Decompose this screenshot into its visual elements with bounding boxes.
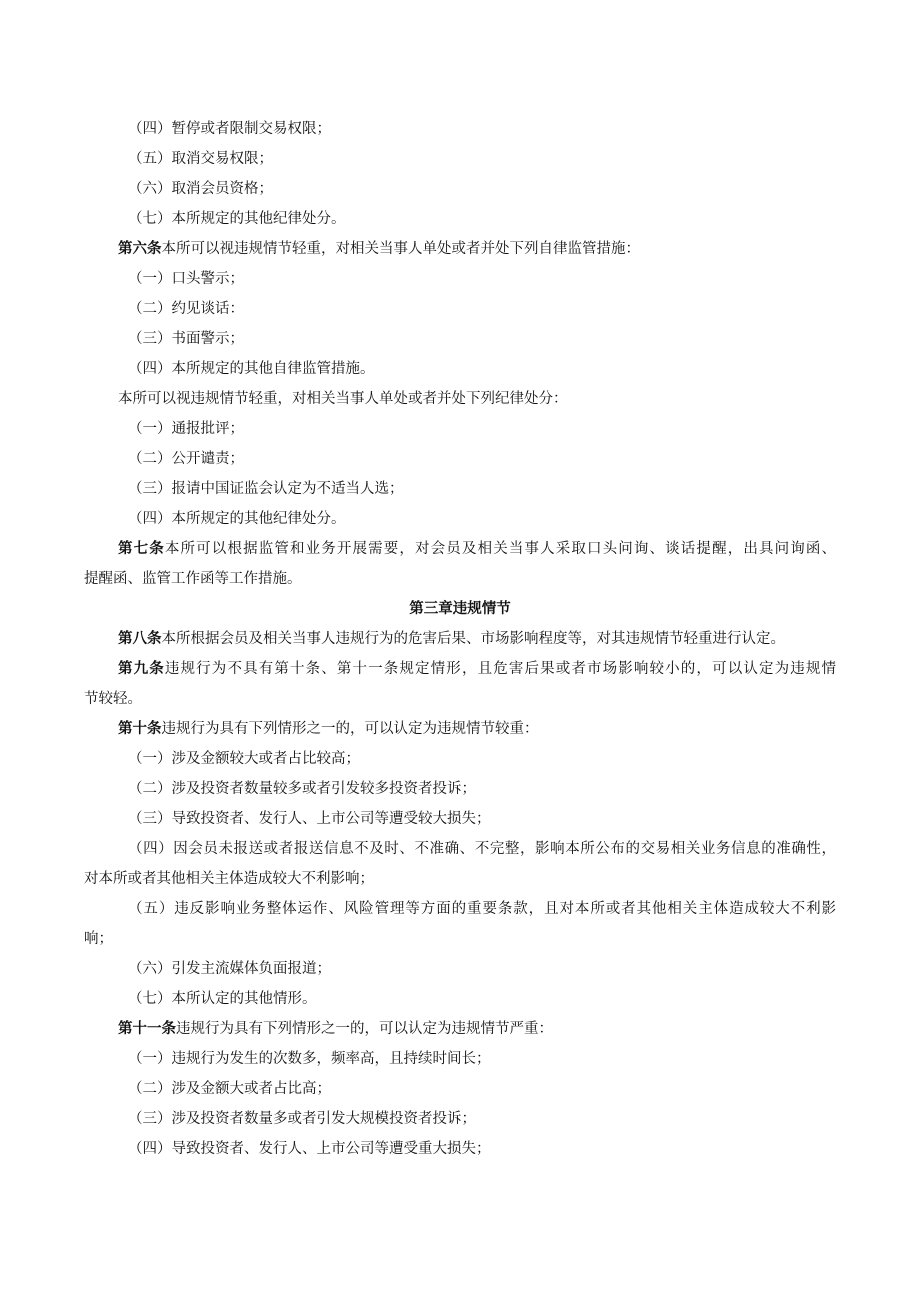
list-item: （七）本所认定的其他情形。 <box>128 991 317 1007</box>
list-item: （三）书面警示； <box>128 331 244 347</box>
article-text: 违规行为具有下列情形之一的，可以认定为违规情节较重： <box>161 721 539 737</box>
list-item-continuation: 对本所或者其他相关主体造成较大不利影响； <box>84 871 374 887</box>
list-item: （三）涉及投资者数量多或者引发大规模投资者投诉； <box>128 1111 476 1127</box>
paragraph-continuation: 节较轻。 <box>84 691 142 707</box>
article-label: 第九条 <box>118 660 165 677</box>
list-item: （四）本所规定的其他纪律处分。 <box>128 511 346 527</box>
list-item: （二）涉及投资者数量较多或者引发较多投资者投诉； <box>128 781 476 797</box>
article-8 <box>118 629 785 649</box>
list-item: （五）取消交易权限； <box>128 151 273 167</box>
article-label: 第十条 <box>118 720 162 737</box>
paragraph-continuation: 提醒函、监管工作函等工作措施。 <box>84 571 302 587</box>
list-item: （三）报请中国证监会认定为不适当人选； <box>128 481 404 497</box>
article-label: 第七条 <box>118 540 165 557</box>
list-item: （七）本所规定的其他纪律处分。 <box>128 211 346 227</box>
article-10 <box>118 719 539 739</box>
list-item: （四）因会员未报送或者报送信息不及时、不准确、不完整，影响本所公布的交易相关业务信息的准确性， <box>128 841 836 857</box>
list-item: （六）取消会员资格； <box>128 181 273 197</box>
list-item-continuation: 响； <box>84 931 113 947</box>
list-item: （一）涉及金额较大或者占比较高； <box>128 751 360 767</box>
chapter-heading: 第三章违规情节 <box>409 600 511 617</box>
list-item: （四）导致投资者、发行人、上市公司等遭受重大损失； <box>128 1141 491 1157</box>
article-9 <box>118 659 836 679</box>
article-7 <box>118 539 836 559</box>
list-item: （二）涉及金额大或者占比高； <box>128 1081 331 1097</box>
article-6 <box>118 239 640 259</box>
article-text: 违规行为不具有第十条、第十一条规定情形，且危害后果或者市场影响较小的，可以认定为违规情 <box>164 661 837 677</box>
list-item: （一）违规行为发生的次数多，频率高，且持续时间长； <box>128 1051 491 1067</box>
list-item: （四）暂停或者限制交易权限； <box>128 121 331 137</box>
article-11 <box>118 1019 553 1039</box>
article-text: 本所可以根据监管和业务开展需要，对会员及相关当事人采取口头问询、谈话提醒，出具问询函、 <box>164 541 837 557</box>
paragraph: 本所可以视违规情节轻重，对相关当事人单处或者并处下列纪律处分： <box>118 391 568 407</box>
list-item: （三）导致投资者、发行人、上市公司等遭受较大损失； <box>128 811 491 827</box>
list-item: （一）口头警示； <box>128 271 244 287</box>
list-item: （一）通报批评； <box>128 421 244 437</box>
article-text: 违规行为具有下列情形之一的，可以认定为违规情节严重： <box>176 1021 553 1037</box>
article-text: 本所可以视违规情节轻重，对相关当事人单处或者并处下列自律监管措施： <box>161 241 640 257</box>
article-label: 第六条 <box>118 240 162 257</box>
list-item: （五）违反影响业务整体运作、风险管理等方面的重要条款，且对本所或者其他相关主体造成较大不利影 <box>128 901 836 917</box>
article-text: 本所根据会员及相关当事人违规行为的危害后果、市场影响程度等，对其违规情节轻重进行认定。 <box>161 631 785 647</box>
list-item: （二）约见谈话： <box>128 301 244 317</box>
article-label: 第八条 <box>118 630 162 647</box>
list-item: （四）本所规定的其他自律监管措施。 <box>128 361 375 377</box>
list-item: （六）引发主流媒体负面报道； <box>128 961 331 977</box>
article-label: 第十一条 <box>118 1020 176 1037</box>
list-item: （二）公开谴责； <box>128 451 244 467</box>
